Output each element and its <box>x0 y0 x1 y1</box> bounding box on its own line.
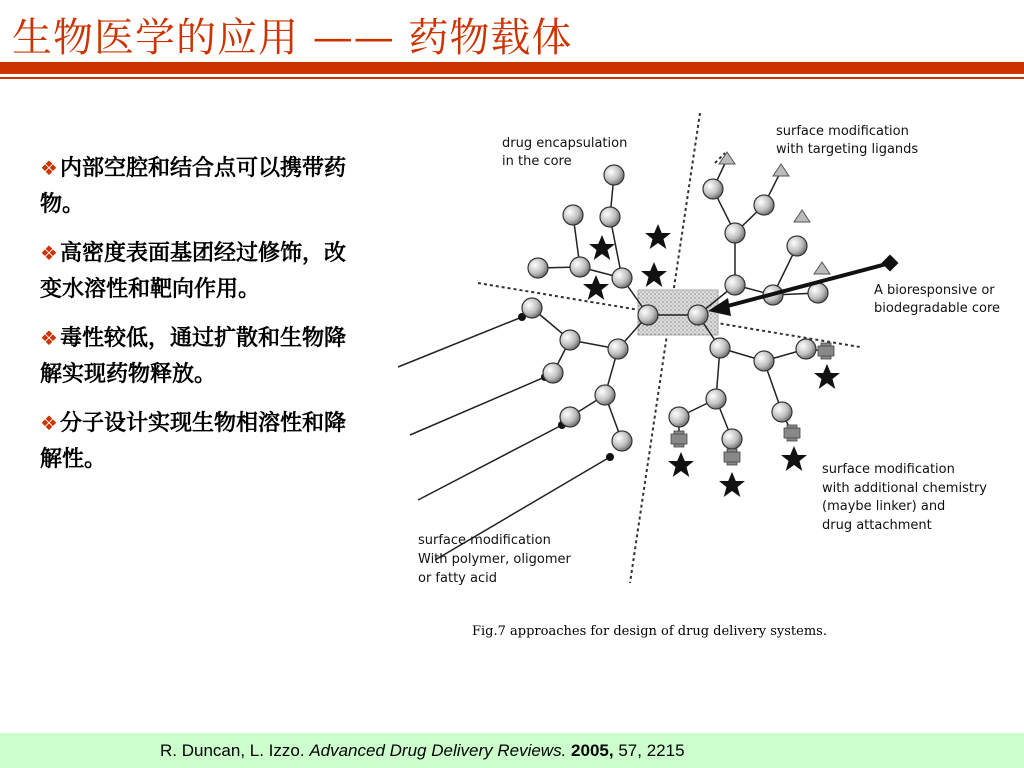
label-encapsulation: drug encapsulation in the core <box>502 136 628 169</box>
label-polymer: surface modification With polymer, oligomer or fatty acid <box>418 533 571 586</box>
reference-year: 2005, <box>571 741 614 760</box>
drug-star-icons <box>583 224 840 497</box>
slide-title: 生物医学的应用 —— 药物载体 <box>12 15 573 61</box>
diamond-bullet-icon: ❖ <box>40 241 58 265</box>
reference-journal: Advanced Drug Delivery Reviews. <box>309 741 567 760</box>
reference-text <box>160 741 685 761</box>
bullet-text: 高密度表面基团经过修饰，改变水溶性和靶向作用。 <box>40 241 346 302</box>
reference-volume: 57, <box>618 741 642 760</box>
reference-pages: 2215 <box>646 741 685 760</box>
diamond-bullet-icon: ❖ <box>40 326 58 350</box>
label-targeting: surface modification with targeting ligands <box>776 124 919 157</box>
bullet-item <box>40 150 360 223</box>
polymer-chains <box>398 317 610 560</box>
linker-icons <box>671 343 834 465</box>
diamond-bullet-icon: ❖ <box>40 411 58 435</box>
bullet-text: 毒性较低，通过扩散和生物降解实现药物释放。 <box>40 326 346 387</box>
title-rule-thick <box>0 62 1024 74</box>
dendrimer-diagram <box>390 105 1020 605</box>
bullet-list <box>40 150 360 490</box>
label-additional: surface modification with additional chemistry (maybe linker) and drug attachment <box>822 462 987 533</box>
diamond-bullet-icon: ❖ <box>40 156 58 180</box>
bullet-item <box>40 235 360 308</box>
reference-authors: R. Duncan, L. Izzo. <box>160 741 305 760</box>
bullet-text: 分子设计实现生物相溶性和降解性。 <box>40 411 346 472</box>
bullet-text: 内部空腔和结合点可以携带药物。 <box>40 156 346 217</box>
drug-delivery-figure <box>390 105 1020 605</box>
reference-bar <box>0 733 1024 768</box>
title-rule-thin <box>0 77 1024 79</box>
bullet-item <box>40 320 360 393</box>
figure-caption: Fig.7 approaches for design of drug delivery systems. <box>472 624 827 639</box>
label-core: A bioresponsive or biodegradable core <box>874 283 1001 316</box>
bullet-item <box>40 405 360 478</box>
